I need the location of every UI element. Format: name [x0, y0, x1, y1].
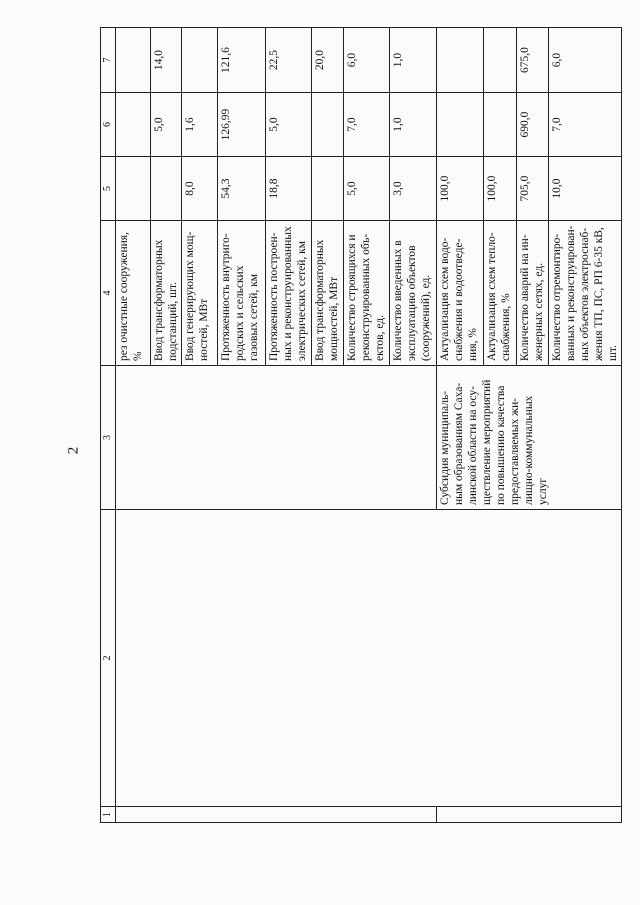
indicator-cell: Протяженность внутриго-родских и сельских газовых сетей, км — [218, 221, 266, 366]
value-col5: 10,0 — [549, 157, 622, 221]
value-col5: 18,8 — [266, 157, 312, 221]
page-number: 2 — [65, 446, 82, 455]
col-header-6: 6 — [101, 93, 116, 157]
value-col7: 6,0 — [549, 28, 622, 93]
indicator-cell: Протяженность построен-ных и реконструированных электрических сетей, км — [266, 221, 312, 366]
value-col6: 5,0 — [151, 93, 182, 157]
value-col7 — [437, 28, 484, 93]
value-col5 — [151, 157, 182, 221]
col-header-3: 3 — [101, 366, 116, 510]
indicator-cell: рез очистные сооружения, % — [116, 221, 151, 366]
value-col6 — [437, 93, 484, 157]
value-col6: 690,0 — [517, 93, 549, 157]
value-col7: 6,0 — [344, 28, 390, 93]
table-row — [116, 28, 151, 823]
col-header-5: 5 — [101, 157, 116, 221]
indicator-cell: Количество строящихся и реконструированных объ-ектов, ед. — [344, 221, 390, 366]
value-col7 — [182, 28, 218, 93]
value-col6 — [116, 93, 151, 157]
header-row — [101, 28, 116, 823]
indicator-cell: Количество аварий на ин-женерных сетях, ед. — [517, 221, 549, 366]
value-col6: 5,0 — [266, 93, 312, 157]
value-col5: 100,0 — [437, 157, 484, 221]
value-col6: 7,0 — [344, 93, 390, 157]
value-col7: 20,0 — [312, 28, 344, 93]
col-header-2: 2 — [101, 510, 116, 807]
value-col7: 22,5 — [266, 28, 312, 93]
indicator-cell: Количество отремонтиро-ванных и реконструирован-ных объектов электроснаб-жения ТП, ПС, РП 6-35 кВ, шт. — [549, 221, 622, 366]
col3-cell-empty — [116, 366, 437, 510]
rotated-table-container — [100, 28, 637, 823]
value-col6: 7,0 — [549, 93, 622, 157]
value-col5: 5,0 — [344, 157, 390, 221]
value-col7: 14,0 — [151, 28, 182, 93]
value-col6: 1,6 — [182, 93, 218, 157]
col1-cell — [437, 807, 622, 823]
value-col6: 1,0 — [390, 93, 437, 157]
value-col6 — [312, 93, 344, 157]
indicator-cell: Количество введенных в эксплуатацию объектов (сооружений), ед. — [390, 221, 437, 366]
indicator-cell: Ввод трансформаторных мощностей, МВт — [312, 221, 344, 366]
col2-cell — [116, 510, 622, 807]
indicator-cell: Ввод генерирующих мощ-ностей, МВт — [182, 221, 218, 366]
value-col7: 1,0 — [390, 28, 437, 93]
value-col7: 121,6 — [218, 28, 266, 93]
col-header-4: 4 — [101, 221, 116, 366]
col-header-1: 1 — [101, 807, 116, 823]
indicator-cell: Актуализация схем водо-снабжения и водоотведе-ния, % — [437, 221, 484, 366]
indicator-cell: Актуализация схем тепло-снабжения, % — [484, 221, 517, 366]
col-header-7: 7 — [101, 28, 116, 93]
value-col5: 100,0 — [484, 157, 517, 221]
data-table — [100, 27, 622, 823]
value-col5: 54,3 — [218, 157, 266, 221]
indicator-cell: Ввод трансформаторных подстанций, шт. — [151, 221, 182, 366]
value-col5: 705,0 — [517, 157, 549, 221]
value-col5 — [312, 157, 344, 221]
col1-cell — [116, 807, 437, 823]
value-col5 — [116, 157, 151, 221]
value-col7: 675,0 — [517, 28, 549, 93]
value-col7 — [484, 28, 517, 93]
value-col6: 126,99 — [218, 93, 266, 157]
value-col5: 3,0 — [390, 157, 437, 221]
value-col7 — [116, 28, 151, 93]
subsidy-description-cell: Субсидия муниципаль-ным образованиям Саха-линской области на осу-ществление мероприятий по повышению качества предоставляемых жи-лищно-коммунальных услуг — [437, 366, 622, 510]
value-col5: 8,0 — [182, 157, 218, 221]
value-col6 — [484, 93, 517, 157]
